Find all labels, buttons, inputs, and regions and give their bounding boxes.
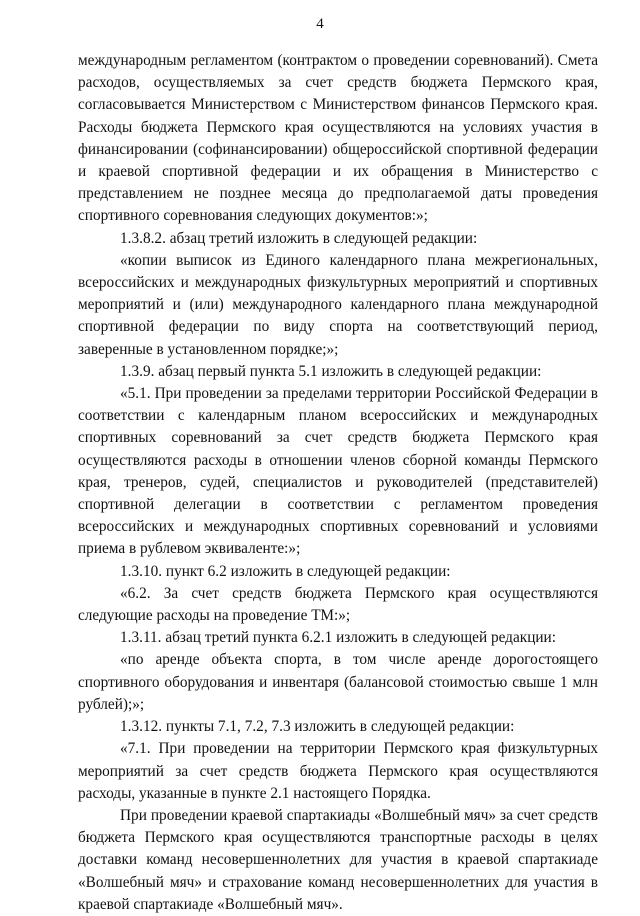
paragraph-item-1-3-12: 1.3.12. пункты 7.1, 7.2, 7.3 изложить в следующей редакции: (120, 718, 515, 736)
paragraph-spartakiada: При проведении краевой спартакиады «Волшебный мяч» за счет средств бюджета Пермского края осуществляются транспортные расходы в целях доставки команд несовершеннолетних для участия в краевой спартакиаде «Волшебный мяч» и страхование команд несовершеннолетних для участия в краевой спартакиаде «Волшебный мяч». (78, 806, 598, 913)
paragraph-item-1-3-10: 1.3.10. пункт 6.2 изложить в следующей редакции: (120, 562, 451, 580)
paragraph-item-1-3-9: 1.3.9. абзац первый пункта 5.1 изложить в следующей редакции: (120, 362, 542, 380)
paragraph-quote-5-1: «5.1. При проведении за пределами территории Российской Федерации в соответствии с календарным планом всероссийских и международных спортивных соревнований за счет средств бюджета Пермского края осуществляются расходы в отношении членов сборной команды Пермского края, тренеров, судей, специалистов и руководителей (представителей) спортивной делегации в соответствии с регламентом проведения всероссийских и международных спортивных соревнований и условиями приема в рублевом эквиваленте:»; (78, 385, 598, 558)
paragraph-item-1-3-8-2: 1.3.8.2. абзац третий изложить в следующей редакции: (120, 229, 478, 247)
page-number: 4 (316, 16, 324, 32)
paragraph-quote-7-1: «7.1. При проведении на территории Пермского края физкультурных мероприятий за счет средств бюджета Пермского края осуществляются расходы, указанные в пункте 2.1 настоящего Порядка. (78, 740, 598, 802)
paragraph-quote-copies: «копии выписок из Единого календарного плана межрегиональных, всероссийских и международных физкультурных мероприятий и спортивных мероприятий и (или) международного календарного плана международной спортивной федерации по виду спорта на соответствующий период, заверенные в установленном порядке;»; (78, 251, 598, 358)
paragraph-quote-6-2: «6.2. За счет средств бюджета Пермского края осуществляются следующие расходы на проведение ТМ:»; (78, 584, 598, 625)
paragraph-continuation: международным регламентом (контрактом о проведении соревнований). Смета расходов, осуществляемых за счет средств бюджета Пермского края, согласовывается Министерством с Министерством финансов Пермского края. Расходы бюджета Пермского края осуществляются на условиях участия в финансировании (софинансировании) общероссийской спортивной федерации и краевой спортивной федерации и их обращения в Министерство с представлением не позднее месяца до предполагаемой даты проведения спортивного соревнования следующих документов:»; (78, 52, 598, 225)
document-body (78, 50, 598, 916)
paragraph-quote-rent: «по аренде объекта спорта, в том числе аренде дорогостоящего спортивного оборудования и инвентаря (балансовой стоимостью свыше 1 млн рублей);»; (78, 651, 598, 713)
paragraph-item-1-3-11: 1.3.11. абзац третий пункта 6.2.1 изложить в следующей редакции: (120, 629, 556, 647)
